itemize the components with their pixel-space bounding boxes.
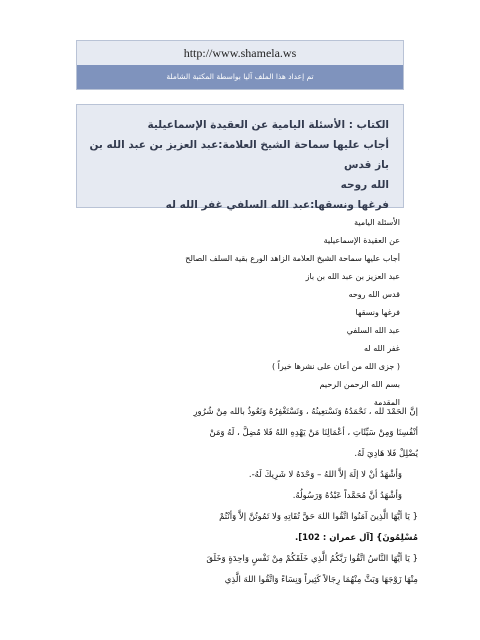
verse-line: { يَا أيُّهَا النَّاسُ اتَّقُوا رَبَّكُمُ الَّذِي خَلَقَكُمْ مِنْ نَفْسٍ وَاحِدَةٍ وَخَلَقَ bbox=[206, 554, 418, 564]
text-line: بسم الله الرحمن الرحيم bbox=[319, 380, 400, 389]
text-line: عبد العزيز بن عبد الله بن باز bbox=[305, 272, 400, 281]
verse-line: أنْفُسِنَا وَمِنْ سَيِّئَاتِ ، أعْمَالِنَا مَنْ يَهْدِهِ اللهُ فَلا مُضِلَّ ، لَهُ وَمَنْ bbox=[209, 428, 418, 438]
book-answered-by: أجاب عليها سماحة الشيخ العلامة:عبد العزيز بن عبد الله بن باز قدس bbox=[89, 139, 389, 171]
introduction-verses bbox=[62, 402, 418, 591]
book-info-box bbox=[76, 104, 404, 211]
text-line: قدس الله روحه bbox=[348, 290, 400, 299]
book-answered-by-cont: الله روحه bbox=[340, 179, 389, 191]
verse-line: إنَّ الحَمْدَ لله ، نَحْمَدُهُ وَنَسْتعِينُهُ ، وَنَسْتَغْفِرُهُ وَنَعُوذُ بالله مِنْ شُرُورِ bbox=[193, 407, 418, 417]
verse-line: مُسْلِمُونَ} [آل عمران : 102]. bbox=[295, 533, 418, 543]
header-box bbox=[76, 40, 404, 90]
text-line: فرغها ونسقها bbox=[355, 308, 400, 317]
verse-line: مِنْهَا زَوْجَهَا وَبَثَّ مِنْهُمَا رِجَالاً كَثِيراً وَنِسَاءً وَاتَّقُوا اللهَ الَّذِي bbox=[224, 575, 418, 585]
verse-line: وَأشْهَدُ أنَّ مُحَمَّداً عَبْدُهُ وَرَسُولُهُ. bbox=[292, 491, 402, 501]
verse-line: { يَا أيُّهَا الَّذِينَ آمَنُوا اتَّقُوا اللهَ حَقَّ تُقَاتِهِ وَلا تَمُوتُنَّ إلاَّ وَأنْتُمْ bbox=[219, 512, 418, 522]
book-title: الكتاب : الأسئلة اليامية عن العقيدة الإسماعيلية bbox=[147, 119, 389, 131]
text-line: ( جزى الله من أعان على نشرها خيراً ) bbox=[271, 362, 400, 371]
header-url[interactable]: http://www.shamela.ws bbox=[77, 41, 403, 65]
verse-line: يُضْلِلْ فَلا هَادِيَ لَهُ. bbox=[354, 449, 418, 459]
header-note: تم إعداد هذا الملف آليا بواسطة المكتبة الشاملة bbox=[77, 65, 403, 89]
book-compiled-by: فرغها ونسقها:عبد الله السلفي غفر الله له bbox=[165, 199, 389, 211]
text-line: غفر الله له bbox=[363, 344, 400, 353]
intro-text bbox=[70, 214, 400, 412]
section-heading: المقدمة bbox=[373, 398, 400, 407]
verse-line: وَأشْهَدُ أنْ لا إلَهَ إلاَّ اللهُ – وَحْدَهُ لا شَرِيكَ لَهُ-. bbox=[248, 470, 402, 480]
text-line: الأسئلة اليامية bbox=[354, 218, 400, 227]
text-line: عن العقيدة الإسماعيلية bbox=[323, 236, 400, 245]
text-line: عبد الله السلفي bbox=[346, 326, 400, 335]
text-line: أجاب عليها سماحة الشيخ العلامة الزاهد الورع بقية السلف الصالح bbox=[185, 254, 400, 263]
